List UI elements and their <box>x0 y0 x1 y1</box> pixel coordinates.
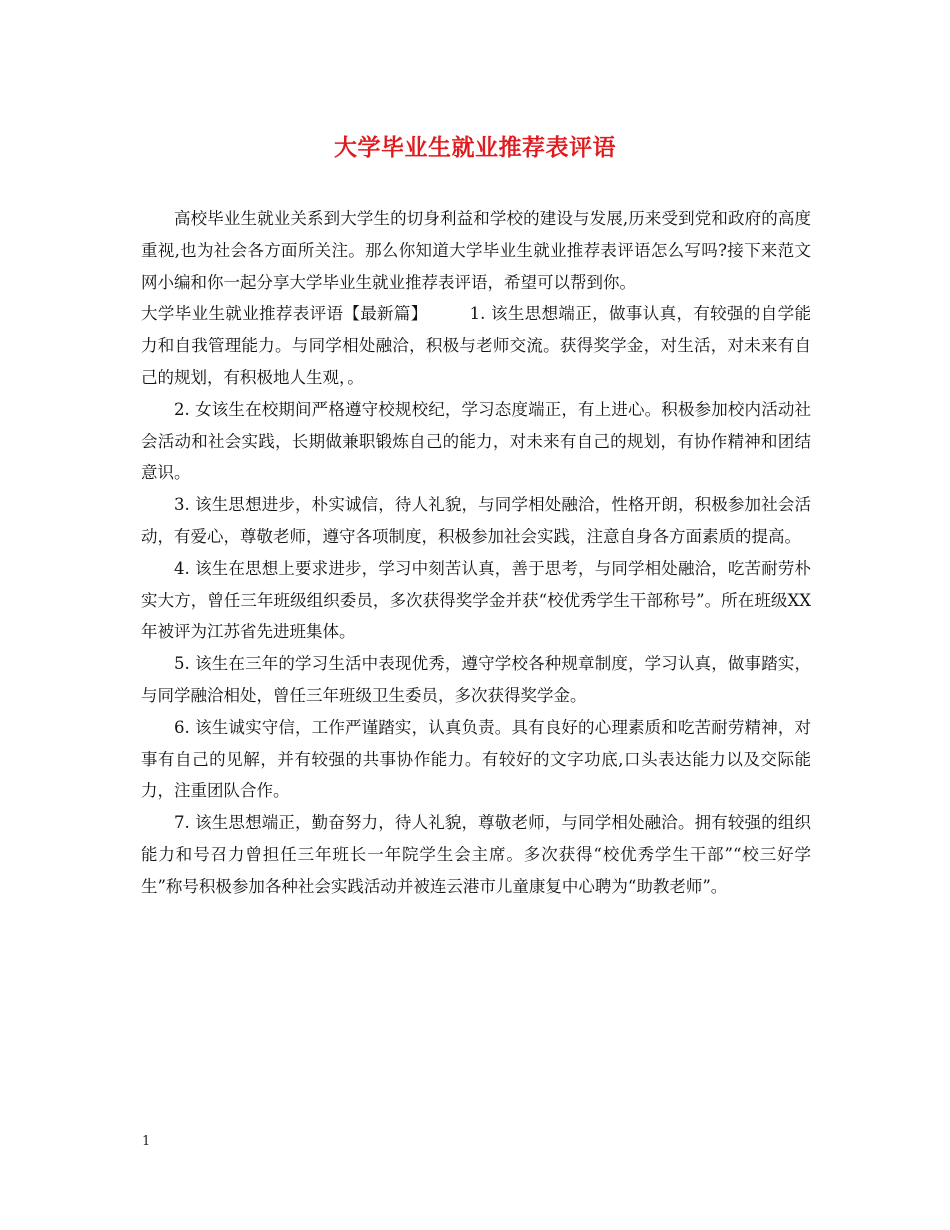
evaluation-item-3: 3. 该生思想进步，朴实诚信，待人礼貌，与同学相处融洽，性格开朗，积极参加社会活动，有爱心，尊敬老师，遵守各项制度，积极参加社会实践，注意自身各方面素质的提高。 <box>141 495 811 546</box>
evaluation-item-6: 6. 该生诚实守信，工作严谨踏实，认真负责。具有良好的心理素质和吃苦耐劳精神，对事有自己的见解，并有较强的共事协作能力。有较好的文字功底,口头表达能力以及交际能力，注重团队合作。 <box>141 717 811 801</box>
evaluation-item-5: 5. 该生在三年的学习生活中表现优秀，遵守学校各种规章制度，学习认真，做事踏实，与同学融洽相处，曾任三年班级卫生委员，多次获得奖学金。 <box>141 654 811 705</box>
section-heading: 大学毕业生就业推荐表评语【最新篇】 <box>141 304 428 324</box>
intro-paragraph: 高校毕业生就业关系到大学生的切身利益和学校的建设与发展,历来受到党和政府的高度重视,也为社会各方面所关注。那么你知道大学毕业生就业推荐表评语怎么写吗?接下来范文网小编和你一起分享大学毕业生就业推荐表评语，希望可以帮到你。 <box>141 209 811 292</box>
evaluation-item-2: 2. 女该生在校期间严格遵守校规校纪，学习态度端正，有上进心。积极参加校内活动社会活动和社会实践，长期做兼职锻炼自己的能力，对未来有自己的规划，有协作精神和团结意识。 <box>141 399 811 483</box>
section-paragraph <box>141 298 811 393</box>
evaluation-item-4: 4. 该生在思想上要求进步，学习中刻苦认真，善于思考，与同学相处融洽，吃苦耐劳朴实大方，曾任三年班级组织委员，多次获得奖学金并获“校优秀学生干部称号”。所在班级XX年被评为江苏省先进班集体。 <box>141 558 811 642</box>
page-number: 1 <box>142 1134 151 1149</box>
document-body <box>141 203 811 903</box>
evaluation-item-1: 1. 该生思想端正，做事认真，有较强的自学能力和自我管理能力。与同学相处融洽，积极与老师交流。获得奖学金，对生活，对未来有自己的规划，有积极地人生观，。 <box>141 304 811 387</box>
evaluation-item-7: 7. 该生思想端正，勤奋努力，待人礼貌，尊敬老师，与同学相处融洽。拥有较强的组织能力和号召力曾担任三年班长一年院学生会主席。多次获得“校优秀学生干部”“校三好学生”称号积极参加各种社会实践活动并被连云港市儿童康复中心聘为“助教老师”。 <box>141 813 811 896</box>
document-title: 大学毕业生就业推荐表评语 <box>334 134 616 161</box>
